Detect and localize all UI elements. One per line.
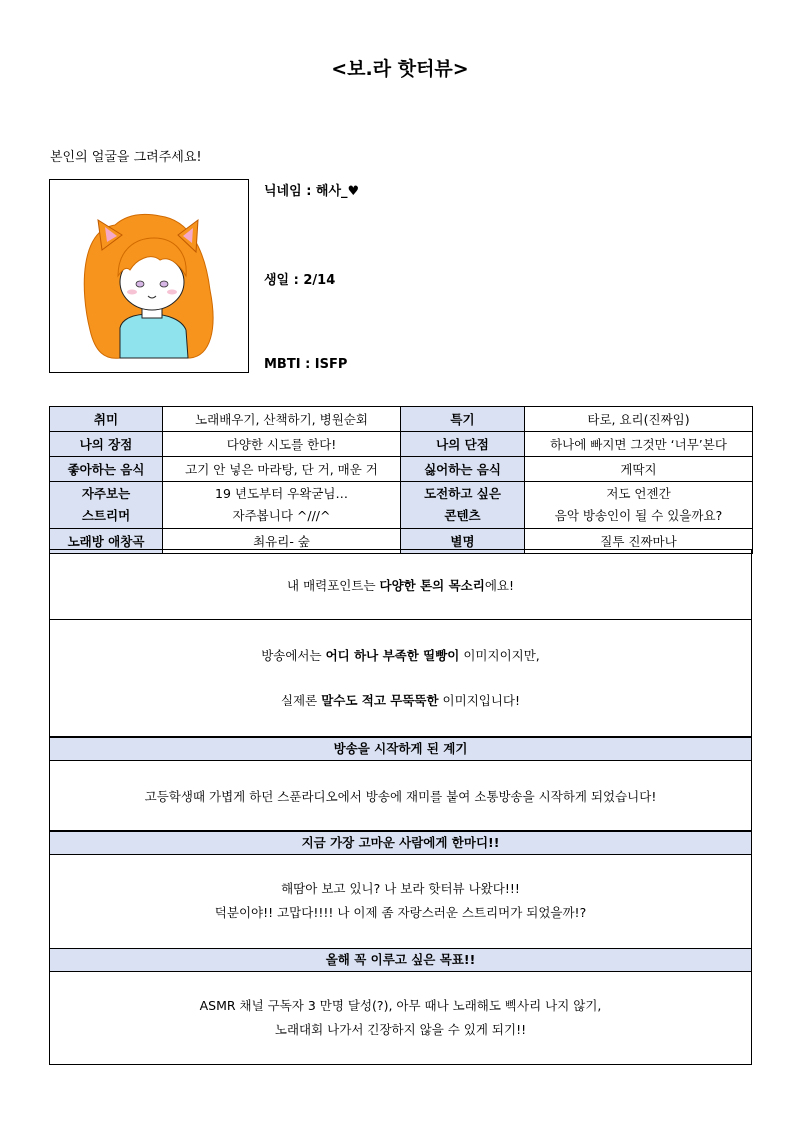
thanks-header: 지금 가장 고마운 사람에게 한마디!! (49, 831, 752, 855)
label-hobby: 취미 (50, 407, 163, 432)
value-streamer (163, 482, 401, 529)
nickname: 닉네임 : 해사_♥ (264, 184, 360, 199)
face-drawing-box (49, 179, 249, 373)
label-content (401, 482, 525, 529)
image-line1-post: 이미지이지만, (459, 648, 540, 663)
label-streamer-line2: 스트리머 (81, 508, 131, 523)
thanks-section (49, 854, 752, 949)
charm-text-pre: 내 매력포인트는 (287, 578, 380, 593)
value-content (525, 482, 753, 529)
label-weakness: 나의 단점 (401, 432, 525, 457)
label-fav-food: 좋아하는 음식 (50, 457, 163, 482)
image-line2-pre: 실제론 (280, 693, 322, 708)
birthday: 생일 : 2/14 (264, 273, 336, 288)
value-content-line2: 음악 방송인이 될 수 있을까요? (554, 508, 723, 523)
value-strength: 다양한 시도를 한다! (163, 432, 401, 457)
value-dislike-food: 게딱지 (525, 457, 753, 482)
value-streamer-line2: 자주봅니다 ^///^ (232, 508, 331, 523)
value-nickname-alias: 질투 진짜마나 (525, 529, 753, 554)
value-hobby: 노래배우기, 산책하기, 병원순회 (163, 407, 401, 432)
thanks-line2: 덕분이야!! 고맙다!!!! 나 이제 좀 자랑스러운 스트리머가 되었을까!? (214, 905, 587, 920)
reason-header: 방송을 시작하게 된 계기 (49, 737, 752, 761)
table-row (50, 457, 753, 482)
image-section (49, 619, 752, 737)
table-row (50, 432, 753, 457)
table-row (50, 407, 753, 432)
label-strength: 나의 장점 (50, 432, 163, 457)
page-title: <보.라 핫터뷰> (331, 58, 469, 80)
image-line1 (50, 646, 751, 664)
goal-line1: ASMR 채널 구독자 3 만명 달성(?), 아무 때나 노래해도 삑사리 나지 않기, (199, 998, 602, 1013)
label-content-line2: 콘텐츠 (444, 508, 481, 523)
label-streamer (50, 482, 163, 529)
table-row (50, 482, 753, 529)
value-talent: 타로, 요리(진짜임) (525, 407, 753, 432)
face-prompt: 본인의 얼굴을 그려주세요! (50, 150, 202, 165)
goal-section (49, 971, 752, 1065)
value-content-line1: 저도 언젠간 (606, 486, 671, 501)
thanks-line1: 해땀아 보고 있니? 나 보라 핫터뷰 나왔다!!! (281, 881, 520, 896)
charm-section (49, 549, 752, 620)
value-fav-food: 고기 안 넣은 마라탕, 단 거, 매운 거 (163, 457, 401, 482)
image-line2-post: 이미지입니다! (438, 693, 521, 708)
label-nickname-alias: 별명 (401, 529, 525, 554)
label-streamer-line1: 자주보는 (81, 486, 131, 501)
reason-text: 고등학생때 가볍게 하던 스푼라디오에서 방송에 재미를 붙여 소통방송을 시작하게 되었습니다! (49, 760, 752, 831)
girl-with-cat-ears-drawing-icon (50, 180, 248, 372)
charm-text-bold: 다양한 톤의 목소리 (379, 578, 485, 593)
value-karaoke: 최유리- 숲 (163, 529, 401, 554)
value-weakness: 하나에 빠지면 그것만 ‘너무’본다 (525, 432, 753, 457)
goal-line2: 노래대회 나가서 긴장하지 않을 수 있게 되기!! (274, 1022, 527, 1037)
label-dislike-food: 싫어하는 음식 (401, 457, 525, 482)
image-line1-bold: 어디 하나 부족한 띨빵이 (325, 648, 460, 663)
value-streamer-line1: 19 년도부터 우왁굳님… (215, 486, 348, 501)
image-line1-pre: 방송에서는 (261, 648, 326, 663)
goal-header: 올해 꼭 이루고 싶은 목표!! (49, 948, 752, 972)
charm-text-post: 에요! (484, 578, 514, 593)
label-karaoke: 노래방 애창곡 (50, 529, 163, 554)
label-talent: 특기 (401, 407, 525, 432)
label-content-line1: 도전하고 싶은 (424, 486, 501, 501)
image-line2-bold: 말수도 적고 무뚝뚝한 (321, 693, 439, 708)
mbti: MBTI : ISFP (264, 357, 348, 372)
profile-table (49, 406, 753, 554)
image-line2 (50, 691, 751, 709)
